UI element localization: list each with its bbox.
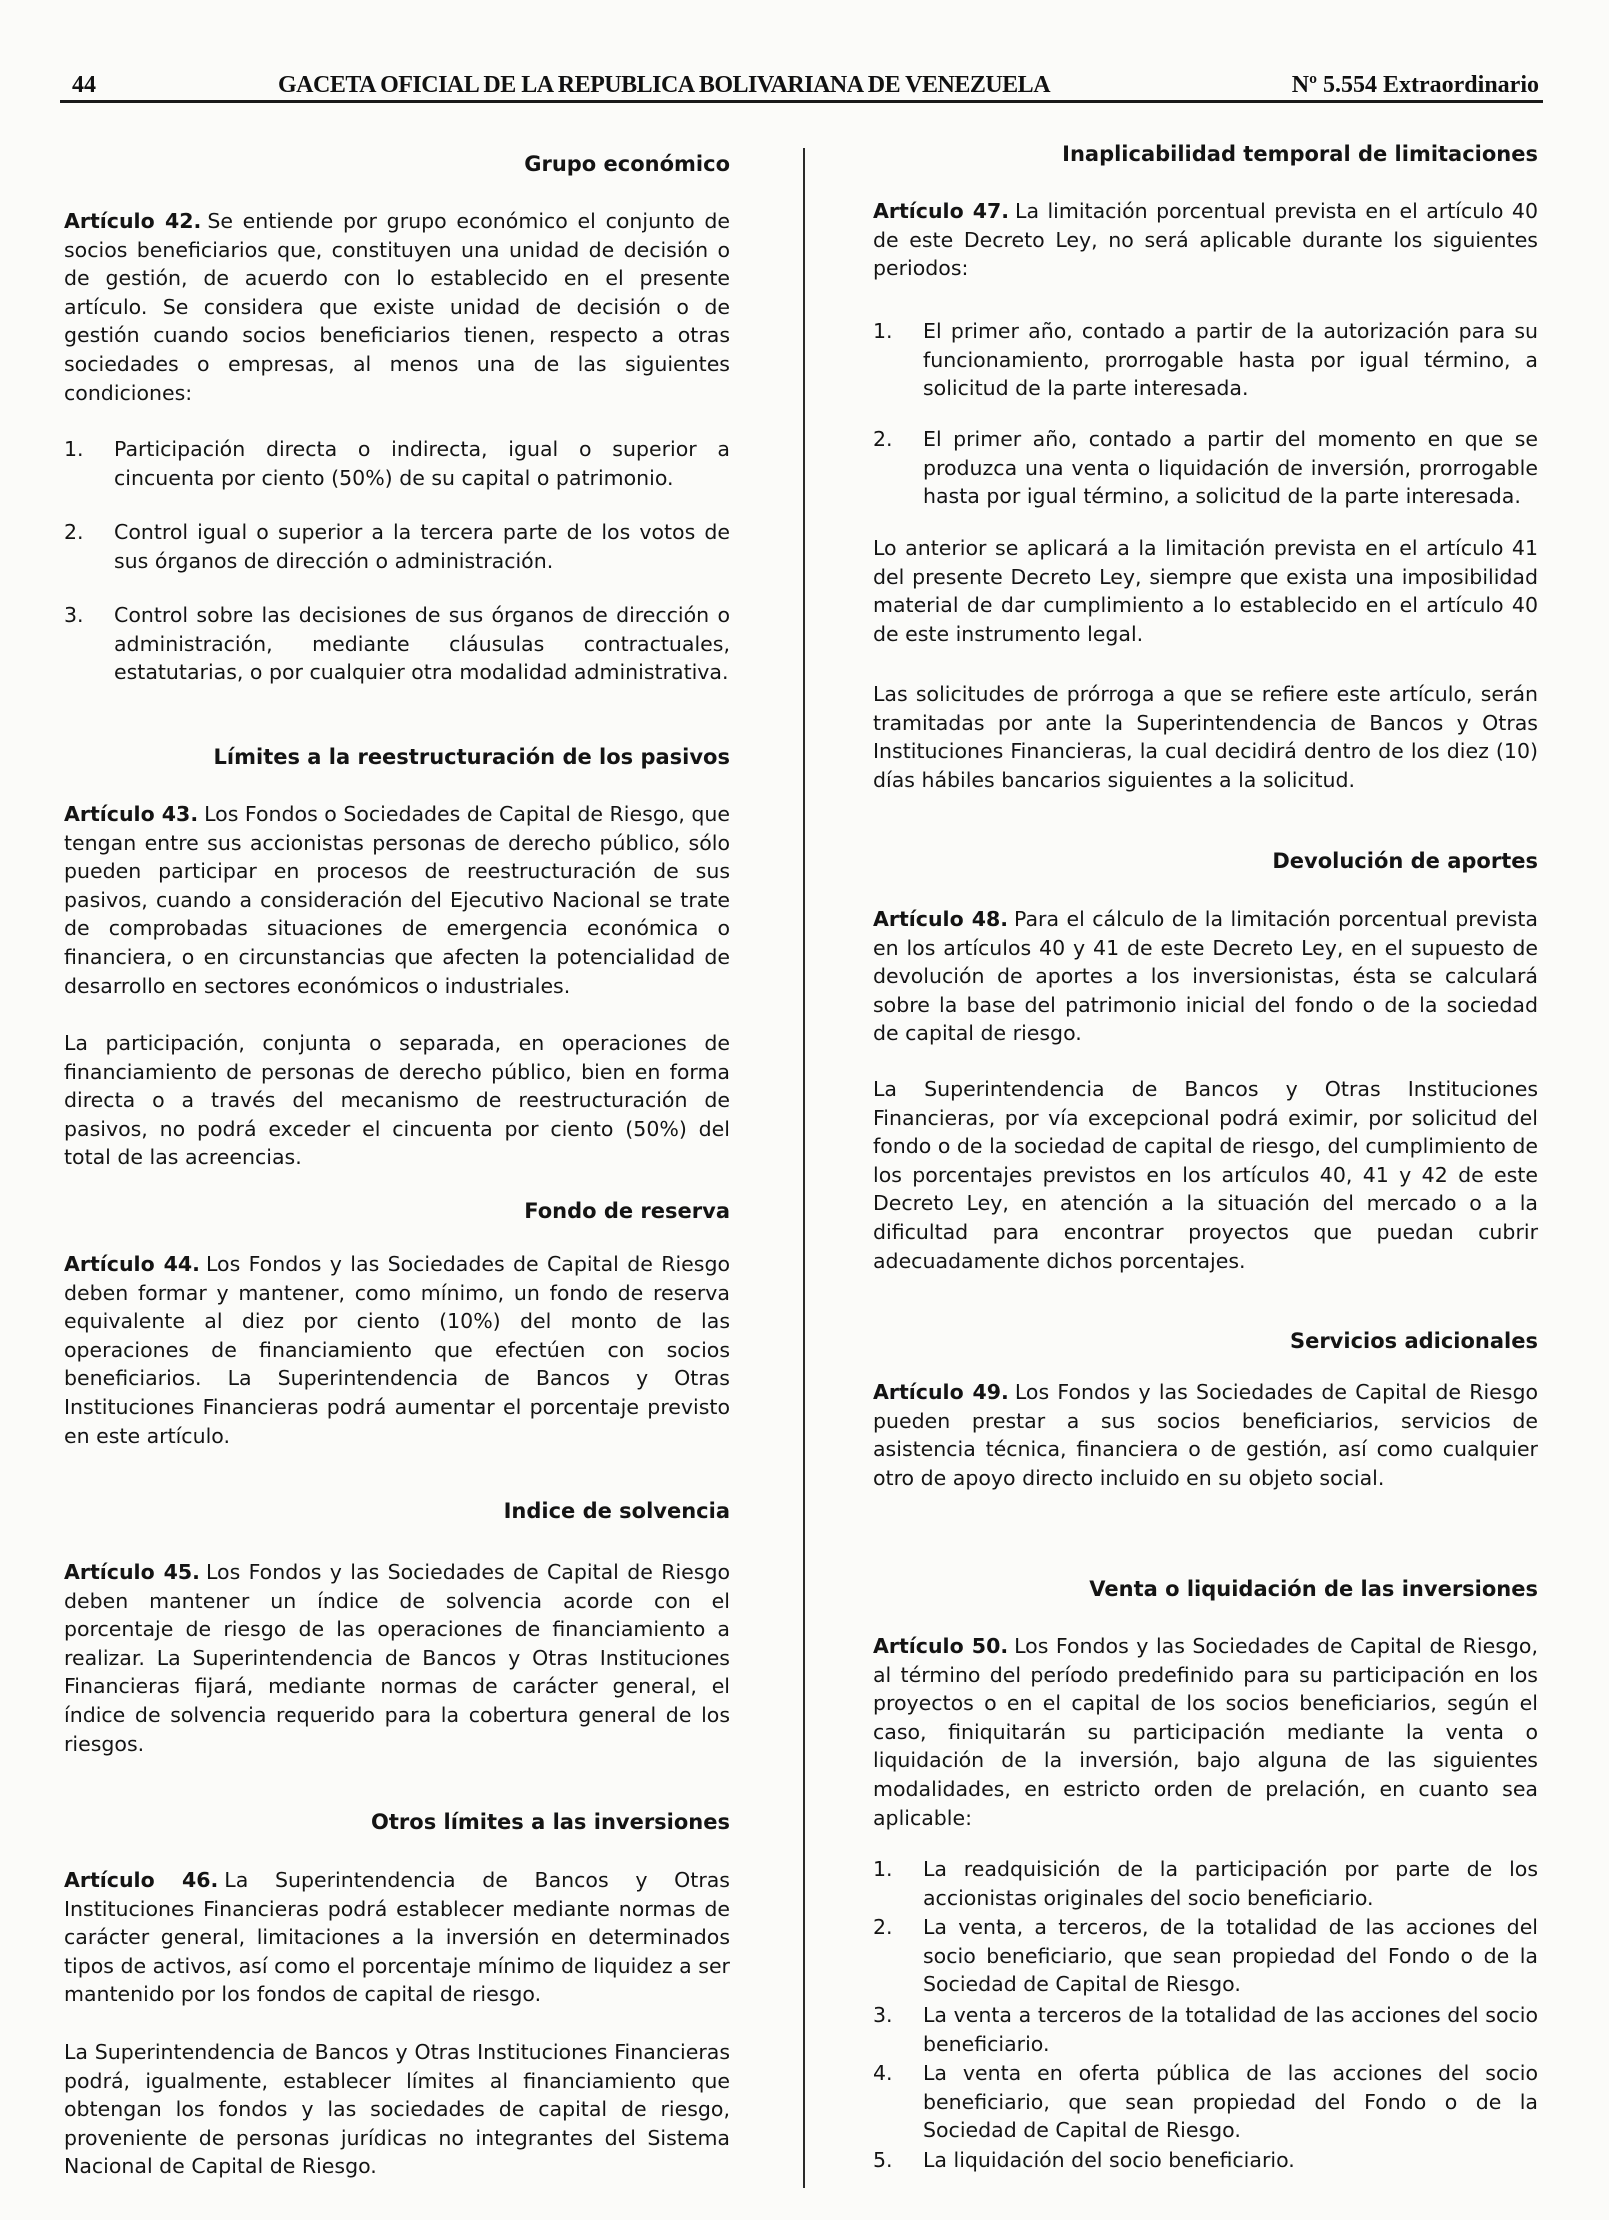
article-44-text: Los Fondos y las Sociedades de Capital de Riesgo deben formar y mantener, como mínimo, un fondo de reserva equivalente al diez por ciento (10%) del monto de las operaciones de financiamiento que efectúen con socios beneficiarios. La Superintendencia de Bancos y Otras Instituciones Financieras podrá aumentar el porcentaje previsto en este artículo. xyxy=(64,1252,730,1448)
article-47-paragraph-3: Las solicitudes de prórroga a que se refiere este artículo, serán tramitadas por ante la Superintendencia de Bancos y Otras Instituciones Financieras, la cual decidirá dentro de los diez (10) días hábiles bancarios siguientes a la solicitud. xyxy=(873,682,1538,792)
list-text: Participación directa o indirecta, igual o superior a cincuenta por ciento (50%) de su capital o patrimonio. xyxy=(114,437,730,490)
list-text: La venta en oferta pública de las acciones del socio beneficiario, que sean propiedad del Fondo o de la Sociedad de Capital de Riesgo. xyxy=(923,2061,1538,2143)
article-49-text: Los Fondos y las Sociedades de Capital de Riesgo pueden prestar a sus socios beneficiarios, servicios de asistencia técnica, financiera o de gestión, así como cualquier otro de apoyo directo incluido en su objeto social. xyxy=(873,1380,1538,1490)
article-42-label: Artículo 42. xyxy=(64,209,202,233)
article-48-paragraph-2: La Superintendencia de Bancos y Otras Instituciones Financieras, por vía excepcional podrá eximir, por solicitud del fondo o de la sociedad de capital de riesgo, del cumplimiento de los porcentajes previstos en los artículos 40, 41 y 42 de este Decreto Ley, en atención a la situación del mercado o a la dificultad para encontrar proyectos que puedan cubrir adecuadamente dichos porcentajes. xyxy=(873,1077,1538,1273)
list-item xyxy=(873,2059,1538,2145)
heading-servicios-adicionales: Servicios adicionales xyxy=(1289,1329,1538,1353)
heading-fondo-reserva: Fondo de reserva xyxy=(524,1199,730,1223)
list-item xyxy=(64,518,730,575)
heading-grupo-economico: Grupo económico xyxy=(524,152,730,176)
list-number: 3. xyxy=(873,2003,893,2027)
list-number: 2. xyxy=(873,427,893,451)
list-text: La venta a terceros de la totalidad de las acciones del socio beneficiario. xyxy=(923,2003,1538,2056)
list-item xyxy=(64,601,730,687)
right-column xyxy=(873,140,1538,2200)
article-49-label: Artículo 49. xyxy=(873,1380,1009,1404)
article-50-text: Los Fondos y las Sociedades de Capital de Riesgo, al término del período predefinido para su participación en los proyectos o en el capital de los socios beneficiarios, según el caso, finiquitarán su participación mediante la venta o liquidación de la inversión, bajo alguna de las siguientes modalidades, en estricto orden de prelación, en cuanto sea aplicable: xyxy=(873,1634,1538,1830)
article-46-paragraph-2: La Superintendencia de Bancos y Otras Instituciones Financieras podrá, igualmente, establecer límites al financiamiento que obtengan los fondos y las sociedades de capital de riesgo, proveniente de personas jurídicas no integrantes del Sistema Nacional de Capital de Riesgo. xyxy=(64,2040,730,2179)
article-47-label: Artículo 47. xyxy=(873,199,1010,223)
list-number: 4. xyxy=(873,2061,893,2085)
gazette-header xyxy=(60,72,1539,102)
article-46 xyxy=(64,1866,730,2009)
article-44 xyxy=(64,1250,730,1450)
list-number: 1. xyxy=(873,1857,893,1881)
list-text: La readquisición de la participación por parte de los accionistas originales del socio beneficiario. xyxy=(923,1857,1538,1910)
article-49 xyxy=(873,1378,1538,1492)
article-43-label: Artículo 43. xyxy=(64,802,199,826)
list-item xyxy=(873,2001,1538,2058)
list-item xyxy=(873,1855,1538,1912)
page-number: 44 xyxy=(72,72,96,98)
heading-inaplicabilidad: Inaplicabilidad temporal de limitaciones xyxy=(1062,142,1538,166)
list-text: El primer año, contado a partir de la autorización para su funcionamiento, prorrogable hasta por igual término, a solicitud de la parte interesada. xyxy=(923,319,1538,401)
article-47-paragraph-2: Lo anterior se aplicará a la limitación prevista en el artículo 41 del presente Decreto Ley, siempre que exista una imposibilidad material de dar cumplimiento a lo establecido en el artículo 40 de este instrumento legal. xyxy=(873,536,1538,646)
article-50 xyxy=(873,1632,1538,1832)
heading-indice-solvencia: Indice de solvencia xyxy=(503,1499,730,1523)
left-column xyxy=(64,140,730,2200)
article-44-label: Artículo 44. xyxy=(64,1252,200,1276)
article-47 xyxy=(873,197,1538,283)
article-47-text: La limitación porcentual prevista en el artículo 40 de este Decreto Ley, no será aplicable durante los siguientes periodos: xyxy=(873,199,1538,281)
list-number: 1. xyxy=(64,437,84,461)
list-item xyxy=(873,2146,1538,2175)
article-43 xyxy=(64,800,730,1000)
list-item xyxy=(873,317,1538,403)
list-number: 2. xyxy=(64,520,84,544)
heading-limites-reestructuracion: Límites a la reestructuración de los pasivos xyxy=(213,745,730,769)
article-42-text: Se entiende por grupo económico el conjunto de socios beneficiarios que, constituyen una unidad de decisión o de gestión, de acuerdo con lo establecido en el presente artículo. Se considera que existe unidad de decisión o de gestión cuando socios beneficiarios tienen, respecto a otras sociedades o empresas, al menos una de las siguientes condiciones: xyxy=(64,209,730,405)
list-number: 5. xyxy=(873,2148,893,2172)
list-number: 3. xyxy=(64,603,84,627)
list-text: La venta, a terceros, de la totalidad de las acciones del socio beneficiario, que sean propiedad del Fondo o de la Sociedad de Capital de Riesgo. xyxy=(923,1915,1538,1997)
list-number: 2. xyxy=(873,1915,893,1939)
list-text: Control igual o superior a la tercera parte de los votos de sus órganos de dirección o administración. xyxy=(114,520,730,573)
column-divider xyxy=(803,148,805,2188)
article-45-text: Los Fondos y las Sociedades de Capital de Riesgo deben mantener un índice de solvencia acorde con el porcentaje de riesgo de las operaciones de financiamiento a realizar. La Superintendencia de Bancos y Otras Instituciones Financieras fijará, mediante normas de carácter general, el índice de solvencia requerido para la cobertura general de los riesgos. xyxy=(64,1560,730,1756)
article-48-label: Artículo 48. xyxy=(873,907,1009,931)
article-42 xyxy=(64,207,730,407)
edition-number: Nº 5.554 Extraordinario xyxy=(1291,72,1539,98)
list-number: 1. xyxy=(873,319,893,343)
article-46-label: Artículo 46. xyxy=(64,1868,219,1892)
article-43-paragraph-2: La participación, conjunta o separada, en operaciones de financiamiento de personas de derecho público, bien en forma directa o a través del mecanismo de reestructuración de pasivos, no podrá exceder el cincuenta por ciento (50%) del total de las acreencias. xyxy=(64,1031,730,1170)
list-item xyxy=(64,435,730,492)
header-rule xyxy=(60,100,1543,103)
list-text: El primer año, contado a partir del momento en que se produzca una venta o liquidación de inversión, prorrogable hasta por igual término, a solicitud de la parte interesada. xyxy=(923,427,1538,509)
heading-devolucion-aportes: Devolución de aportes xyxy=(1272,849,1538,873)
list-text: La liquidación del socio beneficiario. xyxy=(923,2148,1295,2172)
heading-venta-liquidacion: Venta o liquidación de las inversiones xyxy=(1089,1577,1538,1601)
list-item xyxy=(873,1913,1538,1999)
list-item xyxy=(873,425,1538,511)
article-48 xyxy=(873,905,1538,1048)
list-text: Control sobre las decisiones de sus órganos de dirección o administración, mediante cláusulas contractuales, estatutarias, o por cualquier otra modalidad administrativa. xyxy=(114,603,730,685)
gazette-title: GACETA OFICIAL DE LA REPUBLICA BOLIVARIANA DE VENEZUELA xyxy=(278,72,1051,98)
article-45 xyxy=(64,1558,730,1758)
article-45-label: Artículo 45. xyxy=(64,1560,200,1584)
article-48-text: Para el cálculo de la limitación porcentual prevista en los artículos 40 y 41 de este Decreto Ley, en el supuesto de devolución de aportes a los inversionistas, ésta se calculará sobre la base del patrimonio inicial del fondo o de la sociedad de capital de riesgo. xyxy=(873,907,1538,1046)
article-50-label: Artículo 50. xyxy=(873,1634,1009,1658)
article-46-text: La Superintendencia de Bancos y Otras Instituciones Financieras podrá establecer mediante normas de carácter general, limitaciones a la inversión en determinados tipos de activos, así como el porcentaje mínimo de liquidez a ser mantenido por los fondos de capital de riesgo. xyxy=(64,1868,730,2007)
heading-otros-limites: Otros límites a las inversiones xyxy=(371,1810,730,1834)
article-43-text: Los Fondos o Sociedades de Capital de Riesgo, que tengan entre sus accionistas personas de derecho público, sólo pueden participar en procesos de reestructuración de sus pasivos, cuando a consideración del Ejecutivo Nacional se trate de comprobadas situaciones de emergencia económica o financiera, o en circunstancias que afecten la potencialidad de desarrollo en sectores económicos o industriales. xyxy=(64,802,730,998)
